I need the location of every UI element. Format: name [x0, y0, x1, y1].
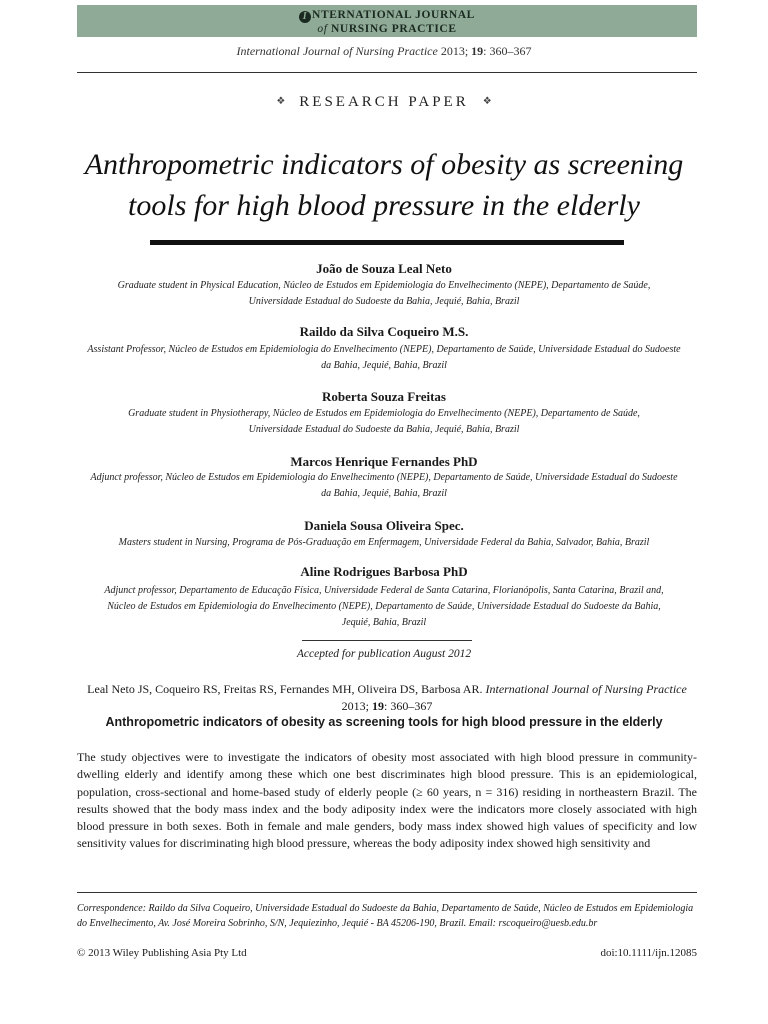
article-title-line1: Anthropometric indicators of obesity as screening [84, 148, 684, 181]
header-rule [77, 72, 697, 73]
section-label: ❖ RESEARCH PAPER ❖ [276, 94, 492, 110]
author-name: Marcos Henrique Fernandes PhD [290, 454, 478, 469]
journal-logo-initial: I [299, 11, 311, 23]
accepted-rule [302, 640, 472, 641]
journal-logo [77, 9, 697, 35]
article-title-line2: tools for high blood pressure in the elderly [128, 189, 640, 222]
author-affiliation: Assistant Professor, Núcleo de Estudos em Epidemiologia do Envelhecimento (NEPE), Departamento de Saúde, Universidade Estadual do Sudoeste da Bahia, Jequié, Bahia, Brazil [87, 344, 681, 371]
journal-citation: International Journal of Nursing Practice 2013; 19: 360–367 [236, 44, 532, 58]
author-affiliation: Adjunct professor, Núcleo de Estudos em Epidemiologia do Envelhecimento (NEPE), Departamento de Saúde, Universidade Estadual do Sudoeste da Bahia, Jequié, Bahia, Brazil [90, 472, 678, 499]
footer-rule [77, 892, 697, 893]
copyright-notice: © 2013 Wiley Publishing Asia Pty Ltd [77, 947, 247, 959]
author-name: Raildo da Silva Coqueiro M.S. [299, 324, 469, 339]
journal-banner [77, 5, 697, 37]
abstract-title: Anthropometric indicators of obesity as screening tools for high blood pressure in the elderly [105, 715, 663, 729]
journal-logo-line2: NURSING PRACTICE [331, 23, 457, 35]
abstract-text: The study objectives were to investigate the indicators of obesity most associated with high blood pressure in community-dwelling elderly and identify among these which one best discriminates high blood pressure. This is an epidemiological, population, cross-sectional and home-based study of elderly people (≥ 60 years, n = 316) residing in northeastern Brazil. The results showed that the body mass index and the body adiposity index were the indicators more closely associated with high blood pressure in both sexes. Both in female and male genders, body mass index showed high values of specificity and low sensitivity values for discriminating high blood pressure, whereas the body adiposity index showed high sensitivity and [77, 750, 697, 851]
doi-link[interactable]: doi:10.1111/ijn.12085 [600, 947, 697, 959]
author-affiliation: Adjunct professor, Departamento de Educação Física, Universidade Federal de Santa Catarina, Florianópolis, Santa Catarina, Brazil and, Núcleo de Estudos em Epidemiologia do Envelhecimento (NEPE), Departamento de Saúde, Universidade Estadual do Sudoeste da Bahia, Jequié, Bahia, Brazil [104, 585, 664, 628]
citation-reference: Leal Neto JS, Coqueiro RS, Freitas RS, Fernandes MH, Oliveira DS, Barbosa AR. International Journal of Nursing Practice 2013; 19: 360–367 [87, 682, 687, 713]
author-affiliation: Graduate student in Physical Education, Núcleo de Estudos em Epidemiologia do Envelhecimento (NEPE), Departamento de Saúde, Universidade Estadual do Sudoeste da Bahia, Jequié, Bahia, Brazil [117, 280, 651, 307]
accepted-date: Accepted for publication August 2012 [296, 648, 472, 660]
title-rule [150, 240, 624, 245]
correspondence-note: Correspondence: Raildo da Silva Coqueiro, Universidade Estadual do Sudoeste da Bahia, Departamento de Saúde, Núcleo de Estudos em Epidemiologia do Envelhecimento, Av. José Moreira Sobrinho, S/N, Jequiezinho, Jequié - BA 45206-190, Brazil. Email: rscoqueiro@uesb.edu.br [77, 903, 694, 929]
ornament-icon-left: ❖ [276, 96, 286, 107]
author-name: Aline Rodrigues Barbosa PhD [300, 564, 468, 579]
author-affiliation: Graduate student in Physiotherapy, Núcleo de Estudos em Epidemiologia do Envelhecimento (NEPE), Departamento de Saúde, Universidade Estadual do Sudoeste da Bahia, Jequié, Bahia, Brazil [128, 408, 640, 435]
author-affiliation: Masters student in Nursing, Programa de Pós-Graduação em Enfermagem, Universidade Federal da Bahia, Salvador, Bahia, Brazil [118, 537, 650, 548]
author-name: Daniela Sousa Oliveira Spec. [304, 518, 464, 533]
journal-logo-line1: NTERNATIONAL JOURNAL [312, 9, 475, 21]
journal-logo-of: of [317, 23, 328, 35]
author-name: João de Souza Leal Neto [316, 261, 452, 276]
ornament-icon-right: ❖ [482, 96, 492, 107]
author-name: Roberta Souza Freitas [322, 389, 446, 404]
article-title [0, 144, 768, 226]
